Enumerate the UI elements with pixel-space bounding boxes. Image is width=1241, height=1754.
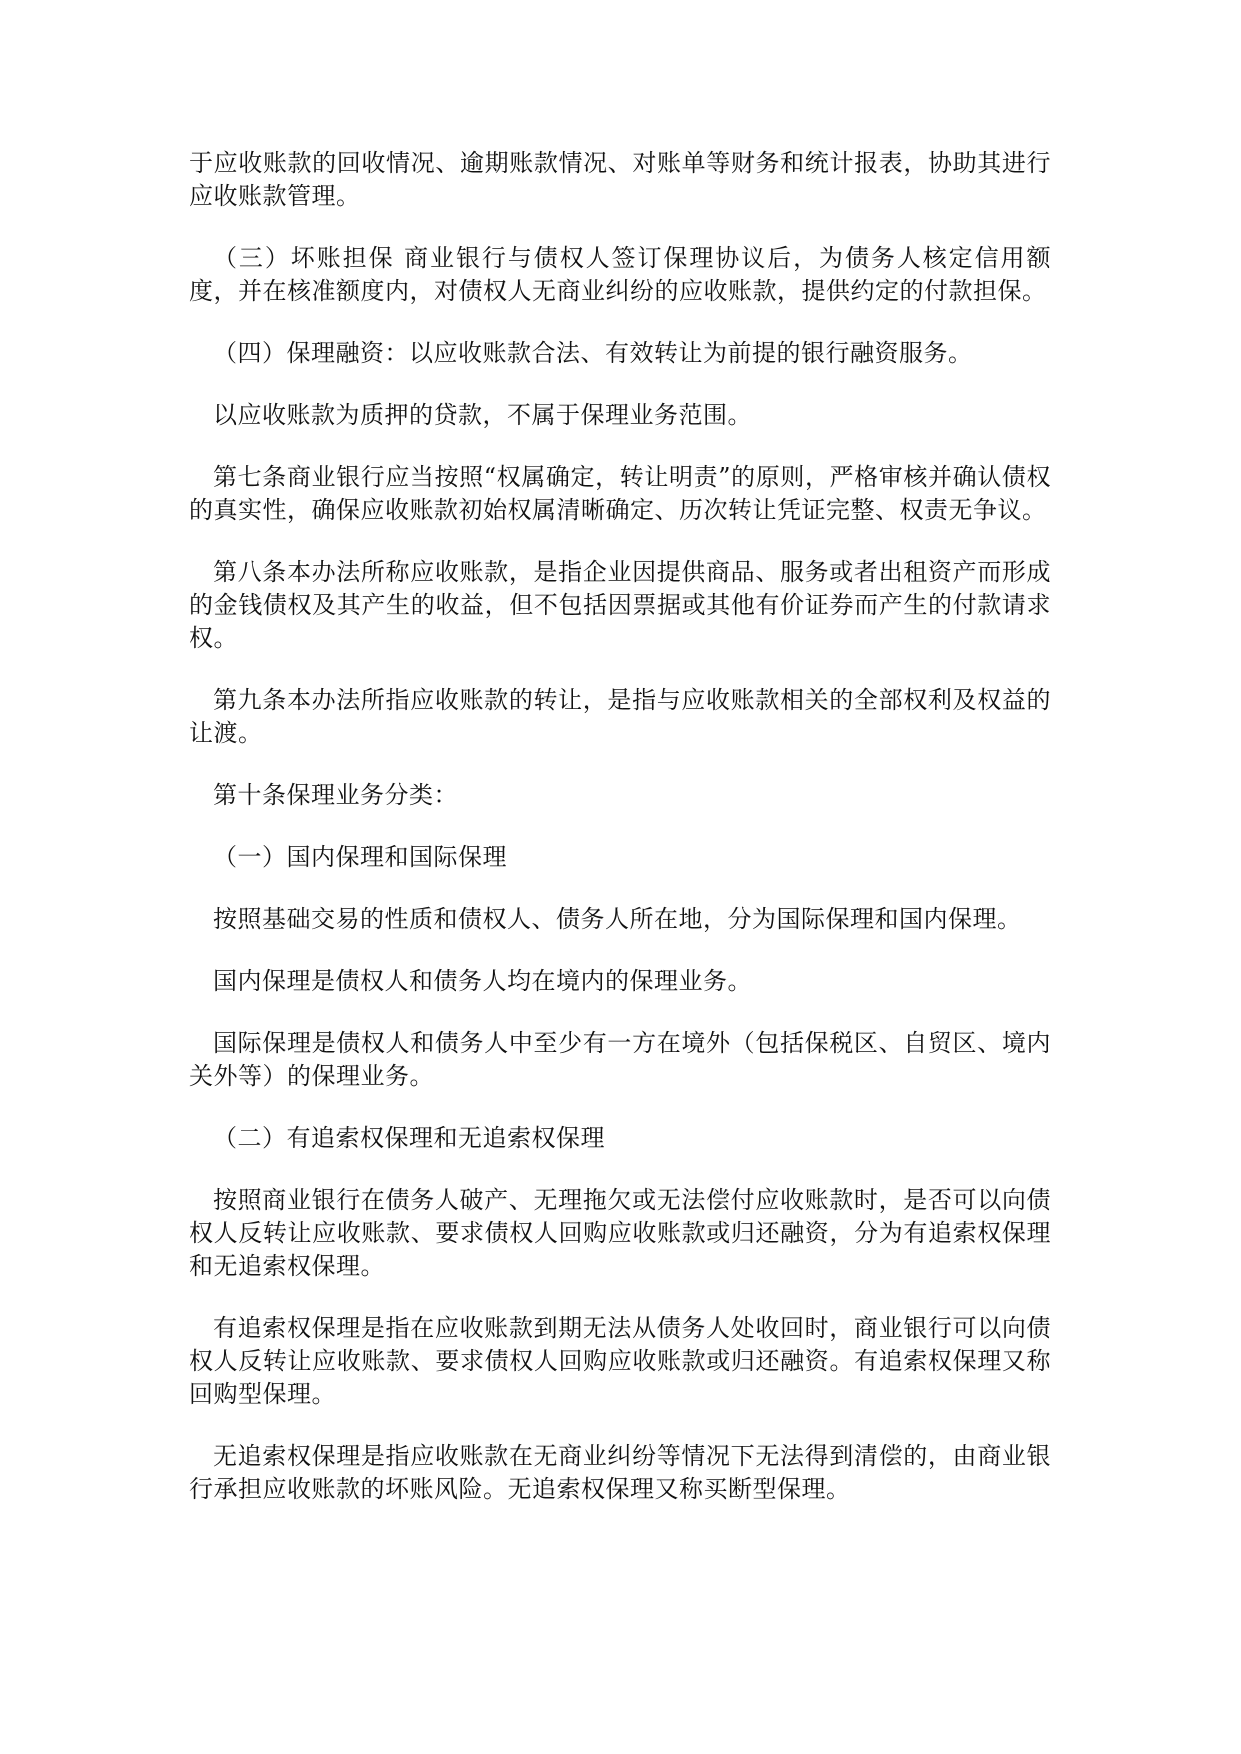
paragraph-continuation: 于应收账款的回收情况、逾期账款情况、对账单等财务和统计报表，协助其进行应收账款管理。 <box>189 149 1051 210</box>
paragraph-article-8: 第八条本办法所称应收账款，是指企业因提供商品、服务或者出租资产而形成的金钱债权及其产生的收益，但不包括因票据或其他有价证券而产生的付款请求权。 <box>189 558 1051 652</box>
paragraph-article-9: 第九条本办法所指应收账款的转让，是指与应收账款相关的全部权利及权益的让渡。 <box>189 686 1051 747</box>
paragraph-factoring-financing: （四）保理融资：以应收账款合法、有效转让为前提的银行融资服务。 <box>213 339 973 367</box>
paragraph-recourse-basis: 按照商业银行在债务人破产、无理拖欠或无法偿付应收账款时，是否可以向债权人反转让应收账款、要求债权人回购应收账款或归还融资，分为有追索权保理和无追索权保理。 <box>189 1186 1051 1280</box>
heading-domestic-international: （一）国内保理和国际保理 <box>213 843 507 871</box>
paragraph-without-recourse: 无追索权保理是指应收账款在无商业纠纷等情况下无法得到清偿的，由商业银行承担应收账款的坏账风险。无追索权保理又称买断型保理。 <box>189 1442 1051 1503</box>
paragraph-with-recourse: 有追索权保理是指在应收账款到期无法从债务人处收回时，商业银行可以向债权人反转让应收账款、要求债权人回购应收账款或归还融资。有追索权保理又称回购型保理。 <box>189 1314 1051 1408</box>
heading-recourse: （二）有追索权保理和无追索权保理 <box>213 1124 605 1152</box>
paragraph-pledge-loan: 以应收账款为质押的贷款，不属于保理业务范围。 <box>213 401 752 429</box>
paragraph-bad-debt-guarantee: （三）坏账担保 商业银行与债权人签订保理协议后，为债务人核定信用额度，并在核准额度内，对债权人无商业纠纷的应收账款，提供约定的付款担保。 <box>189 244 1051 305</box>
paragraph-article-7: 第七条商业银行应当按照“权属确定，转让明责”的原则，严格审核并确认债权的真实性，确保应收账款初始权属清晰确定、历次转让凭证完整、权责无争议。 <box>189 463 1051 524</box>
document-body <box>189 147 1051 1535</box>
paragraph-international-factoring: 国际保理是债权人和债务人中至少有一方在境外（包括保税区、自贸区、境内关外等）的保理业务。 <box>189 1029 1051 1090</box>
paragraph-article-10: 第十条保理业务分类： <box>213 781 458 809</box>
paragraph-domestic-factoring: 国内保理是债权人和债务人均在境内的保理业务。 <box>213 967 752 995</box>
paragraph-classification-basis: 按照基础交易的性质和债权人、债务人所在地，分为国际保理和国内保理。 <box>213 905 1022 933</box>
